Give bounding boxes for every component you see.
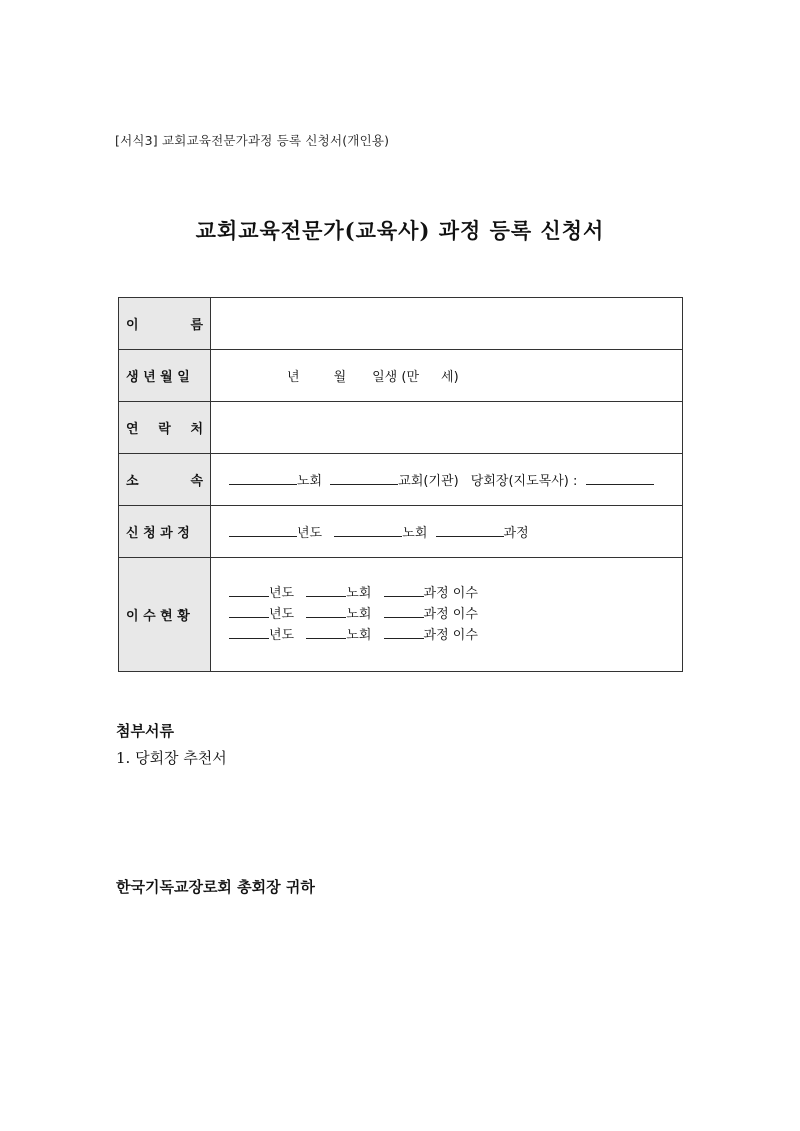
row-birthdate xyxy=(119,350,683,402)
document-title: 교회교육전문가(교육사) 과정 등록 신청서 xyxy=(195,218,605,243)
history-field[interactable] xyxy=(211,558,683,672)
label-affiliation: 소 속 xyxy=(119,454,211,506)
contact-field[interactable] xyxy=(211,402,683,454)
history-line: 년도 노회 과정 이수 xyxy=(229,583,682,604)
addressee: 한국기독교장로회 총회장 귀하 xyxy=(116,878,315,896)
label-birthdate: 생 년 월 일 xyxy=(119,350,211,402)
attachments-heading: 첨부서류 xyxy=(116,722,174,740)
row-history xyxy=(119,558,683,672)
label-history: 이 수 현 황 xyxy=(119,558,211,672)
history-line: 년도 노회 과정 이수 xyxy=(229,604,682,625)
row-name xyxy=(119,298,683,350)
row-course xyxy=(119,506,683,558)
course-year-blank[interactable] xyxy=(229,524,297,537)
application-form-table xyxy=(118,297,683,672)
presbytery-blank[interactable] xyxy=(229,472,297,485)
attachment-item: 1. 당회장 추천서 xyxy=(116,749,227,767)
birthdate-field[interactable]: 년 월 일생 (만 세) xyxy=(211,350,683,402)
course-name-blank[interactable] xyxy=(436,524,504,537)
form-code: [서식3] 교회교육전문가과정 등록 신청서(개인용) xyxy=(115,133,390,148)
history-line: 년도 노회 과정 이수 xyxy=(229,625,682,646)
row-contact xyxy=(119,402,683,454)
course-field[interactable]: 년도 노회 과정 xyxy=(211,506,683,558)
name-field[interactable] xyxy=(211,298,683,350)
row-affiliation xyxy=(119,454,683,506)
label-contact: 연 락 처 xyxy=(119,402,211,454)
church-blank[interactable] xyxy=(330,472,398,485)
pastor-blank[interactable] xyxy=(586,472,654,485)
label-name: 이 름 xyxy=(119,298,211,350)
affiliation-field[interactable]: 노회 교회(기관) 당회장(지도목사) : xyxy=(211,454,683,506)
course-presbytery-blank[interactable] xyxy=(334,524,402,537)
label-course: 신 청 과 정 xyxy=(119,506,211,558)
